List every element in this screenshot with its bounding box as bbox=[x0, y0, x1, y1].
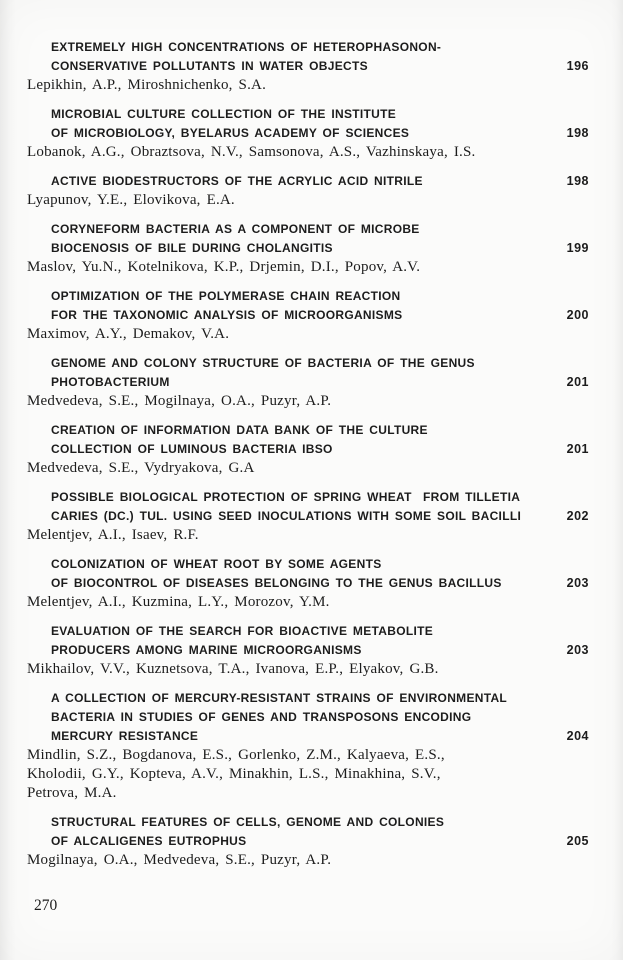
entry-authors bbox=[27, 76, 589, 95]
entry-title-line: EXTREMELY HIGH CONCENTRATIONS OF HETEROPHASONON- bbox=[51, 40, 442, 54]
entry-page-number: 198 bbox=[566, 126, 589, 140]
entry-authors bbox=[27, 191, 589, 210]
entry-page-number: 200 bbox=[566, 308, 589, 322]
entry-title-line: CORYNEFORM BACTERIA AS A COMPONENT OF MICROBE bbox=[51, 222, 420, 236]
entry-title-line: CARIES (DC.) TUL. USING SEED INOCULATIONS WITH SOME SOIL BACILLI bbox=[51, 509, 522, 523]
entry-title-last-line bbox=[51, 832, 589, 851]
toc-entry bbox=[27, 105, 589, 162]
entry-title-line: BACTERIA IN STUDIES OF GENES AND TRANSPOSONS ENCODING bbox=[51, 710, 472, 724]
entry-authors bbox=[27, 526, 589, 545]
entry-author-line: Mogilnaya, O.A., Medvedeva, S.E., Puzyr, A.P. bbox=[27, 852, 332, 868]
entry-title-last-line bbox=[51, 440, 589, 459]
toc-entry bbox=[27, 622, 589, 679]
toc-entry bbox=[27, 689, 589, 803]
entry-title-last-line bbox=[51, 172, 589, 191]
entry-title bbox=[51, 555, 589, 593]
entry-authors bbox=[27, 325, 589, 344]
entry-author-line: Lyapunov, Y.E., Elovikova, E.A. bbox=[27, 192, 235, 208]
entry-authors bbox=[27, 746, 589, 803]
entry-title-line: OPTIMIZATION OF THE POLYMERASE CHAIN REACTION bbox=[51, 289, 401, 303]
entry-author-line: Maximov, A.Y., Demakov, V.A. bbox=[27, 326, 230, 342]
entry-page-number: 203 bbox=[566, 643, 589, 657]
entry-title-line: EVALUATION OF THE SEARCH FOR BIOACTIVE METABOLITE bbox=[51, 624, 434, 638]
entry-page-number: 201 bbox=[566, 375, 589, 389]
entry-page-number: 204 bbox=[566, 729, 589, 743]
entry-title-line: MERCURY RESISTANCE bbox=[51, 729, 199, 743]
entry-page-number: 199 bbox=[566, 241, 589, 255]
entry-title-last-line bbox=[51, 57, 589, 76]
entry-title-line: COLONIZATION OF WHEAT ROOT BY SOME AGENTS bbox=[51, 557, 382, 571]
entry-title-last-line bbox=[51, 373, 589, 392]
toc-entry bbox=[27, 172, 589, 210]
entry-author-line: Melentjev, A.I., Isaev, R.F. bbox=[27, 527, 199, 543]
entry-title-last-line bbox=[51, 641, 589, 660]
entry-authors bbox=[27, 392, 589, 411]
entry-authors bbox=[27, 660, 589, 679]
entry-title-line: COLLECTION OF LUMINOUS BACTERIA IBSO bbox=[51, 442, 333, 456]
entry-title bbox=[51, 813, 589, 851]
entry-authors bbox=[27, 459, 589, 478]
entry-title-line: CONSERVATIVE POLLUTANTS IN WATER OBJECTS bbox=[51, 59, 368, 73]
entry-title-line: OF MICROBIOLOGY, BYELARUS ACADEMY OF SCIENCES bbox=[51, 126, 410, 140]
entry-author-line: Petrova, M.A. bbox=[27, 785, 117, 801]
entry-title-line: GENOME AND COLONY STRUCTURE OF BACTERIA OF THE GENUS bbox=[51, 356, 475, 370]
entry-title-last-line bbox=[51, 507, 589, 526]
toc-entry bbox=[27, 421, 589, 478]
entry-authors bbox=[27, 593, 589, 612]
entry-title bbox=[51, 421, 589, 459]
entry-title bbox=[51, 105, 589, 143]
entry-title-line: BIOCENOSIS OF BILE DURING CHOLANGITIS bbox=[51, 241, 333, 255]
entry-title bbox=[51, 354, 589, 392]
entry-author-line: Medvedeva, S.E., Mogilnaya, O.A., Puzyr, A.P. bbox=[27, 393, 332, 409]
entry-title bbox=[51, 38, 589, 76]
entry-title-line: PRODUCERS AMONG MARINE MICROORGANISMS bbox=[51, 643, 362, 657]
entry-title-last-line bbox=[51, 124, 589, 143]
entry-author-line: Mindlin, S.Z., Bogdanova, E.S., Gorlenko, Z.M., Kalyaeva, E.S., bbox=[27, 747, 445, 763]
entry-title bbox=[51, 622, 589, 660]
entry-title-line: STRUCTURAL FEATURES OF CELLS, GENOME AND COLONIES bbox=[51, 815, 445, 829]
entry-authors bbox=[27, 258, 589, 277]
entry-title bbox=[51, 287, 589, 325]
entry-page-number: 201 bbox=[566, 442, 589, 456]
entry-page-number: 198 bbox=[566, 174, 589, 188]
entry-title bbox=[51, 220, 589, 258]
entry-title-line: MICROBIAL CULTURE COLLECTION OF THE INSTITUTE bbox=[51, 107, 397, 121]
entry-title-last-line bbox=[51, 727, 589, 746]
entry-authors bbox=[27, 143, 589, 162]
entry-author-line: Lobanok, A.G., Obraztsova, N.V., Samsonova, A.S., Vazhinskaya, I.S. bbox=[27, 144, 476, 160]
folio-page-number: 270 bbox=[34, 897, 58, 914]
toc-entry bbox=[27, 555, 589, 612]
toc-entry bbox=[27, 38, 589, 95]
entry-title-last-line bbox=[51, 574, 589, 593]
entry-title-line: OF BIOCONTROL OF DISEASES BELONGING TO THE GENUS BACILLUS bbox=[51, 576, 502, 590]
toc-entry bbox=[27, 354, 589, 411]
entry-page-number: 203 bbox=[566, 576, 589, 590]
entry-title-line: A COLLECTION OF MERCURY-RESISTANT STRAINS OF ENVIRONMENTAL bbox=[51, 691, 508, 705]
entry-title-line: ACTIVE BIODESTRUCTORS OF THE ACRYLIC ACID NITRILE bbox=[51, 174, 423, 188]
entry-page-number: 205 bbox=[566, 834, 589, 848]
entry-author-line: Lepikhin, A.P., Miroshnichenko, S.A. bbox=[27, 77, 267, 93]
entry-title-last-line bbox=[51, 306, 589, 325]
entry-author-line: Melentjev, A.I., Kuzmina, L.Y., Morozov, Y.M. bbox=[27, 594, 330, 610]
entry-title-line: OF ALCALIGENES EUTROPHUS bbox=[51, 834, 247, 848]
entry-title bbox=[51, 488, 589, 526]
entry-author-line: Maslov, Yu.N., Kotelnikova, K.P., Drjemin, D.I., Popov, A.V. bbox=[27, 259, 421, 275]
entry-author-line: Medvedeva, S.E., Vydryakova, G.A bbox=[27, 460, 255, 476]
entry-title-line: POSSIBLE BIOLOGICAL PROTECTION OF SPRING WHEAT FROM TILLETIA bbox=[51, 490, 521, 504]
toc-entry bbox=[27, 220, 589, 277]
entry-page-number: 202 bbox=[566, 509, 589, 523]
toc-entry bbox=[27, 813, 589, 870]
entry-title-line: CREATION OF INFORMATION DATA BANK OF THE CULTURE bbox=[51, 423, 428, 437]
entry-title-last-line bbox=[51, 239, 589, 258]
entry-author-line: Kholodii, G.Y., Kopteva, A.V., Minakhin, L.S., Minakhina, S.V., bbox=[27, 766, 441, 782]
entry-title bbox=[51, 172, 589, 191]
entry-title-line: FOR THE TAXONOMIC ANALYSIS OF MICROORGANISMS bbox=[51, 308, 403, 322]
entry-title bbox=[51, 689, 589, 746]
toc-entry bbox=[27, 488, 589, 545]
entry-title-line: PHOTOBACTERIUM bbox=[51, 375, 170, 389]
entry-page-number: 196 bbox=[566, 59, 589, 73]
entry-authors bbox=[27, 851, 589, 870]
entry-author-line: Mikhailov, V.V., Kuznetsova, T.A., Ivanova, E.P., Elyakov, G.B. bbox=[27, 661, 439, 677]
toc-entry bbox=[27, 287, 589, 344]
